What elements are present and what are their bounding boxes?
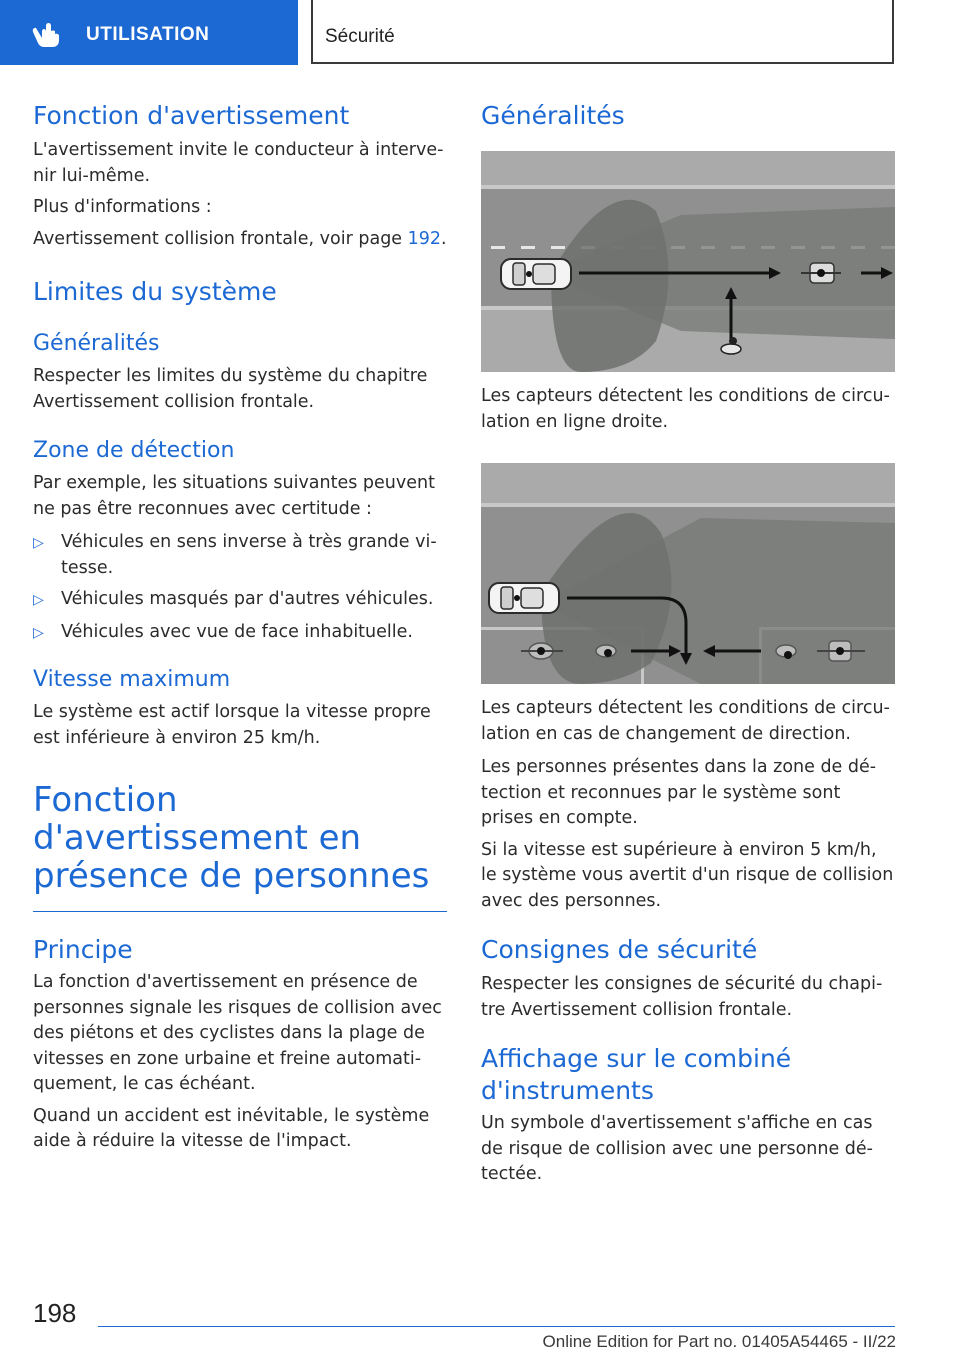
- turning-traffic-diagram: [481, 463, 895, 684]
- caption-straight-traffic: Les capteurs détectent les conditions de circu-lation en ligne droite.: [481, 386, 890, 432]
- paragraph-plus-informations: Plus d'informations :: [33, 197, 212, 217]
- car-icon: [489, 583, 559, 613]
- paragraph-personnes: Les personnes présentes dans la zone de dé-tection et reconnues par le système sont prises en compte.: [481, 757, 877, 828]
- hand-pointer-icon: [32, 22, 62, 52]
- list-item-text: Véhicules masqués par d'autres véhicules.: [61, 589, 434, 609]
- triangle-bullet-icon: ▷: [33, 535, 44, 551]
- paragraph-principe: La fonction d'avertissement en présence de personnes signale les risques de collision avec des piétons et des cyclistes dans la plage de vitesses en zone urbaine et freine automati-quement, le cas échéant.: [33, 972, 442, 1094]
- avertissement-period: .: [441, 228, 447, 249]
- paragraph-vitesse-personnes: Si la vitesse est supérieure à environ 5 km/h, le système vous avertit d'un risque de collision avec des personnes.: [481, 839, 894, 911]
- paragraph-consignes: Respecter les consignes de sécurité du chapi-tre Avertissement collision frontale.: [481, 974, 883, 1020]
- list-item-text: Véhicules avec vue de face inhabituelle.: [61, 621, 413, 642]
- chapter-tab[interactable]: [0, 0, 298, 65]
- page-number: 198: [33, 1298, 77, 1328]
- chapter-label: UTILISATION: [86, 24, 210, 45]
- section-divider: [33, 911, 447, 912]
- heading-principe: Principe: [33, 935, 133, 964]
- list-item: [33, 530, 447, 581]
- paragraph-generalites: Respecter les limites du système du chapitre Avertissement collision frontale.: [33, 366, 428, 412]
- heading-affichage-line-2: d'instruments: [481, 1076, 654, 1105]
- heading-generalites-right: Généralités: [481, 101, 625, 130]
- triangle-bullet-icon: ▷: [33, 624, 44, 641]
- heading-limites-systeme: Limites du système: [33, 277, 277, 306]
- avertissement-text: Avertissement collision frontale, voir page: [33, 228, 408, 249]
- footer-divider: [98, 1326, 895, 1327]
- heading-vitesse-maximum: Vitesse maximum: [33, 667, 231, 692]
- list-item: [33, 587, 447, 614]
- heading-affichage: [481, 1043, 895, 1107]
- list-item: [33, 620, 447, 647]
- footer-edition: Online Edition for Part no. 01405A54465 - II/22: [542, 1332, 896, 1351]
- heading-presence-line-2: présence de personnes: [33, 856, 430, 896]
- heading-fonction-avertissement: Fonction d'avertissement: [33, 101, 350, 130]
- paragraph-zone-detection: Par exemple, les situations suivantes peuvent ne pas être reconnues avec certitude :: [33, 473, 435, 519]
- paragraph-affichage: Un symbole d'avertissement s'affiche en cas de risque de collision avec une personne dé-tectée.: [481, 1113, 873, 1184]
- list-item-text: Véhicules en sens inverse à très grande vi-tesse.: [61, 532, 437, 578]
- paragraph-vitesse-maximum: Le système est actif lorsque la vitesse propre est inférieure à environ 25 km/h.: [33, 702, 431, 748]
- paragraph-avertissement-collision: [33, 227, 447, 253]
- heading-zone-detection: Zone de détection: [33, 438, 235, 463]
- car-icon: [501, 259, 571, 289]
- caption-turning-traffic: Les capteurs détectent les conditions de circu-lation en cas de changement de direction.: [481, 698, 890, 744]
- page-link-192[interactable]: 192: [407, 228, 442, 249]
- cyclist-icon: [596, 645, 616, 657]
- figure-turning-traffic: [481, 463, 895, 684]
- section-label: Sécurité: [325, 26, 395, 47]
- heading-affichage-line-1: Affichage sur le combiné: [481, 1044, 792, 1073]
- left-column: [33, 96, 447, 1155]
- section-header: [311, 0, 894, 64]
- heading-generalites: Généralités: [33, 331, 160, 356]
- paragraph-accident: Quand un accident est inévitable, le système aide à réduire la vitesse de l'impact.: [33, 1105, 430, 1151]
- straight-traffic-diagram: [481, 151, 895, 372]
- heading-presence-line-1: Fonction d'avertissement en: [33, 780, 362, 858]
- paragraph-fonction: L'avertissement invite le conducteur à interve-nir lui-même.: [33, 140, 444, 186]
- triangle-bullet-icon: ▷: [33, 592, 44, 608]
- heading-presence-personnes: [33, 781, 447, 895]
- right-column: [481, 96, 895, 1188]
- heading-consignes-securite: Consignes de sécurité: [481, 935, 758, 964]
- bullet-list: [33, 530, 447, 646]
- figure-straight-traffic: [481, 151, 895, 372]
